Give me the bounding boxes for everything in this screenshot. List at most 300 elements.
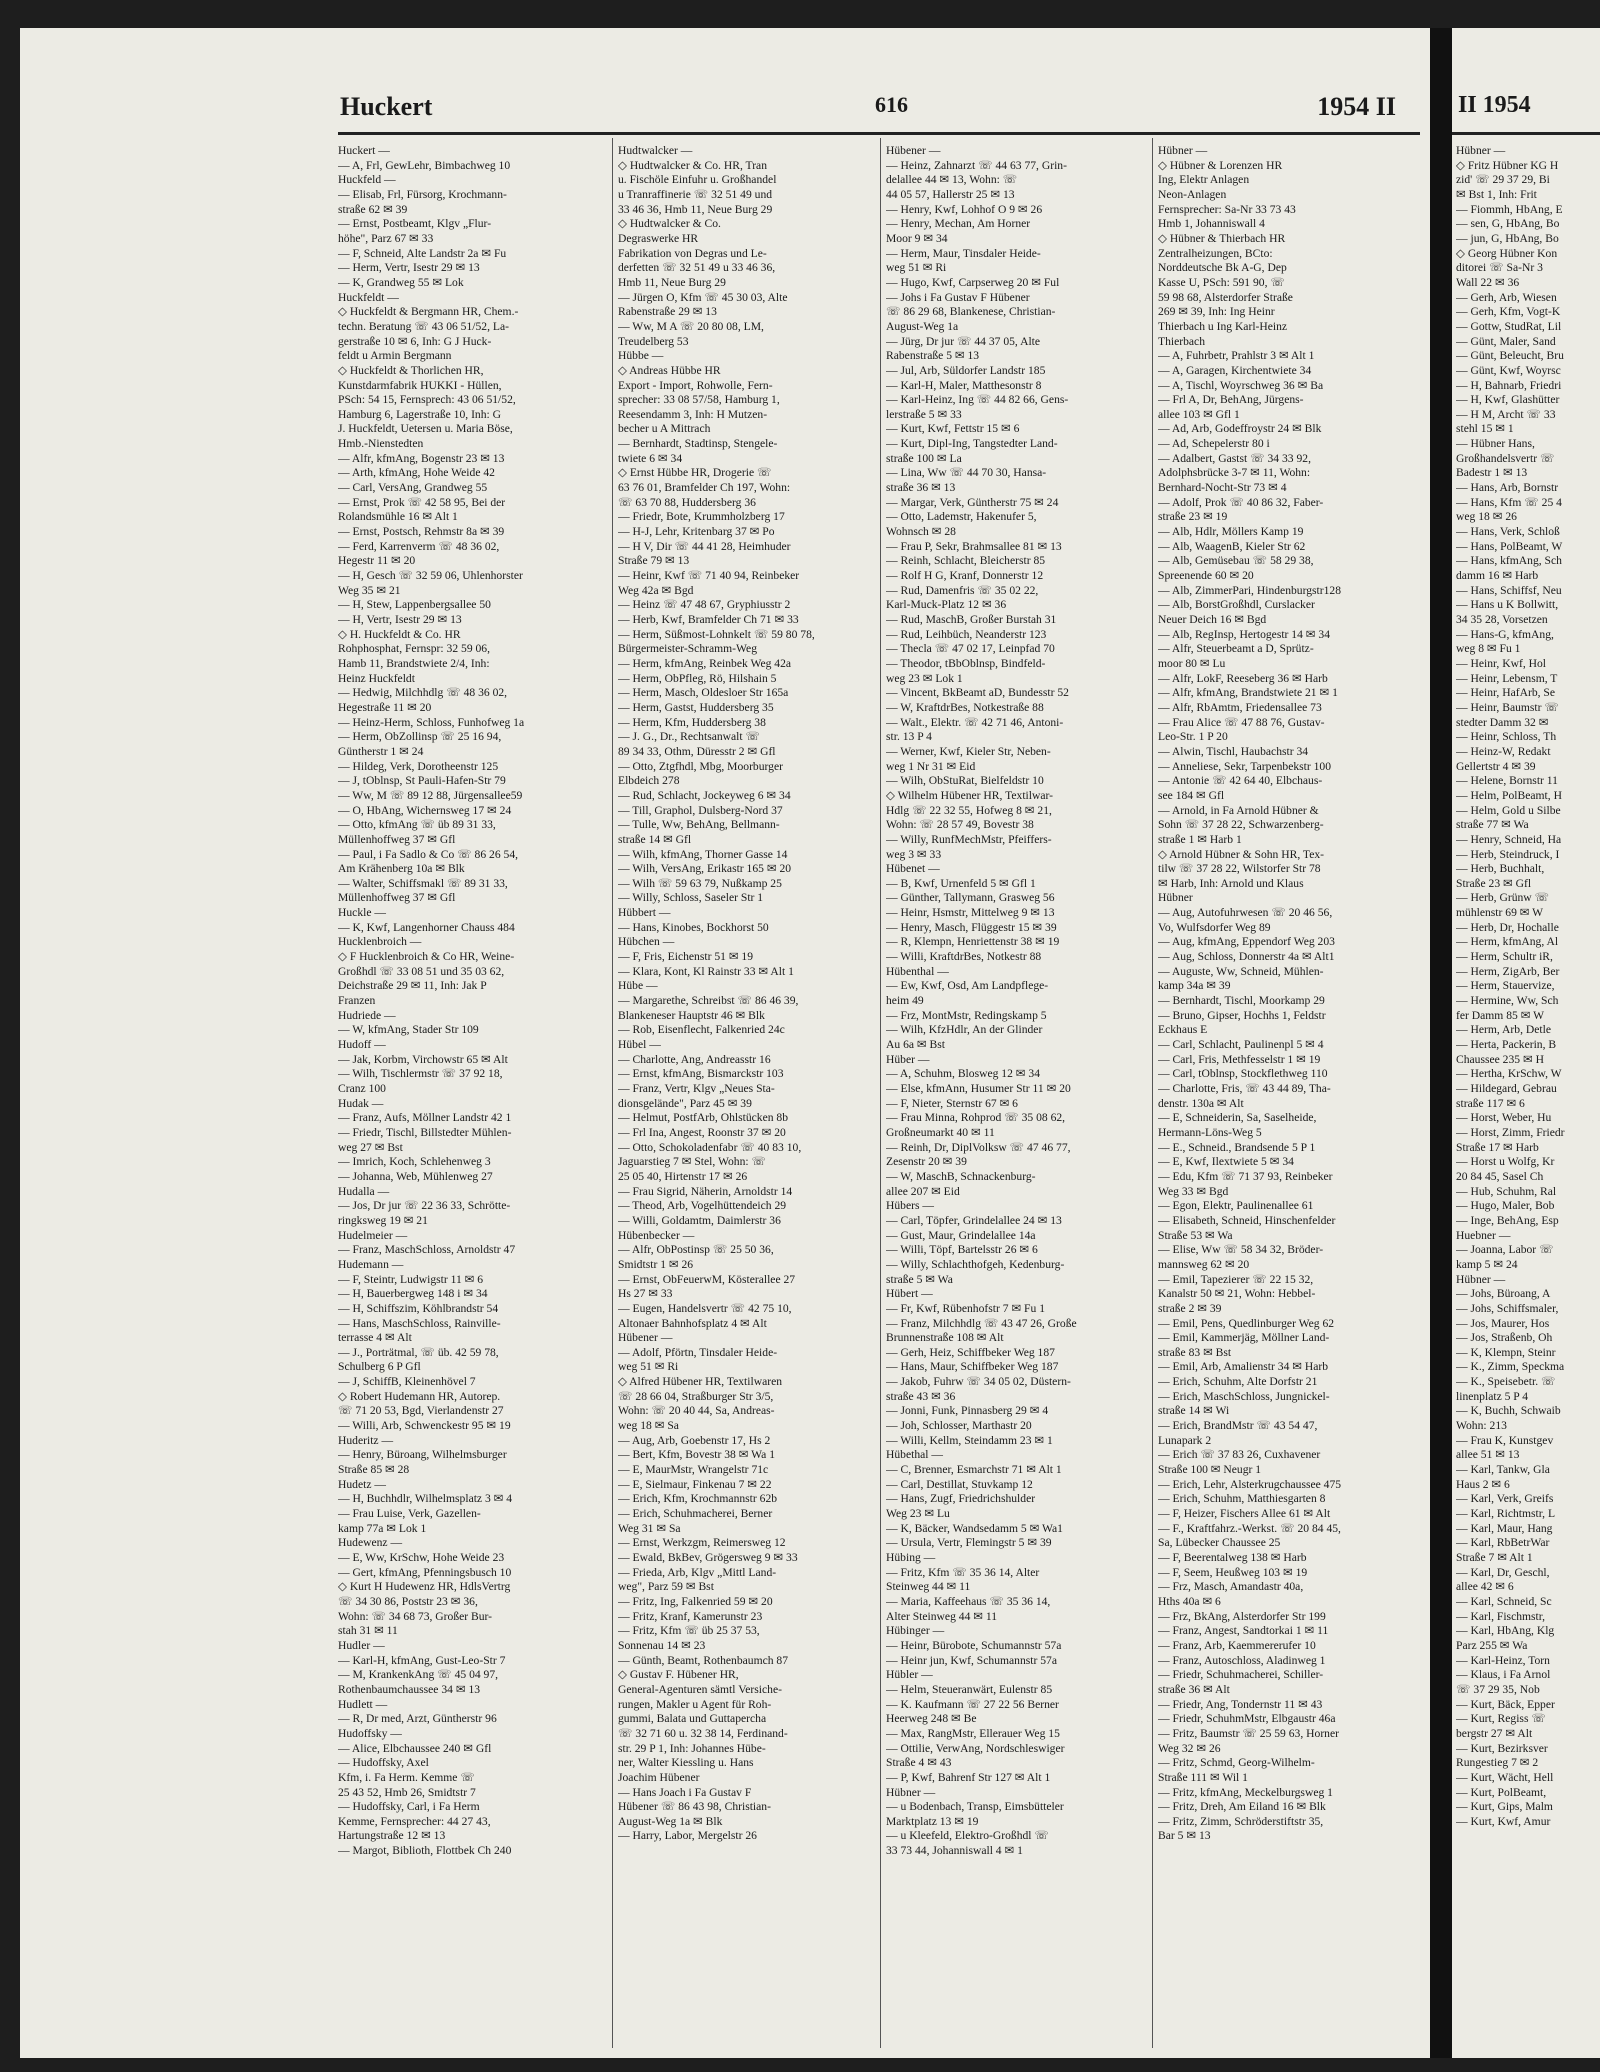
directory-entry-line: — Ernst, Postbeamt, Klgv „Flur- [338, 217, 492, 231]
directory-entry-line: Straße 100 ✉ Neugr 1 [1158, 1463, 1262, 1477]
directory-entry-line: Hdlg ☏ 22 32 55, Hofweg 8 ✉ 21, [886, 803, 1052, 817]
directory-entry-line: — Horst u Wolfg, Kr [1456, 1155, 1555, 1169]
directory-entry-line: — Lina, Ww ☏ 44 70 30, Hansa- [886, 466, 1047, 480]
directory-entry-line: — Franz, Angest, Sandtorkai 1 ✉ 11 [1158, 1624, 1329, 1638]
directory-entry-line: — F., Kraftfahrz.-Werkst. ☏ 20 84 45, [1158, 1521, 1341, 1535]
directory-entry-line: Hartungstraße 12 ✉ 13 [338, 1829, 446, 1843]
directory-entry-line: — Emil, Arb, Amalienstr 34 ✉ Harb [1158, 1360, 1329, 1374]
directory-entry-line: — H, Vertr, Isestr 29 ✉ 13 [338, 613, 462, 626]
directory-entry-line: Am Krähenberg 10a ✉ Blk [338, 862, 465, 876]
directory-entry-line: — Joanna, Labor ☏ [1456, 1243, 1554, 1257]
directory-entry-line: Thierbach u Ing Karl-Heinz [1158, 319, 1288, 333]
directory-entry-line: — Karl, Fischmstr, [1456, 1609, 1546, 1623]
directory-entry-line: — Joh, Schlosser, Marthastr 20 [886, 1419, 1032, 1433]
directory-entry-line: — Theod, Arb, Vogelhüttendeich 29 [618, 1199, 787, 1213]
directory-entry-line: Hübel — [618, 1038, 661, 1052]
directory-entry-line: becher u A Mittrach [618, 422, 711, 436]
directory-entry-line: — Karl, RbBetrWar [1456, 1536, 1550, 1550]
directory-entry-line: Reesendamm 3, Inh: H Mutzen- [618, 407, 768, 421]
directory-entry-line: — Reinh, Schlacht, Bleicherstr 85 [886, 554, 1046, 568]
directory-entry-line: Treudelberg 53 [618, 334, 689, 348]
directory-entry-line: — Friedr, Schuhmacherei, Schiller- [1158, 1668, 1324, 1682]
directory-entry-line: Weg 32 ✉ 26 [1158, 1741, 1221, 1755]
directory-entry-line: — H, Schiffszim, Köhlbrandstr 54 [338, 1301, 499, 1315]
directory-entry-line: — Willy, Schloss, Saseler Str 1 [618, 891, 764, 905]
directory-entry-line: Huckfeld — [338, 173, 396, 187]
directory-entry-line: Ing, Elektr Anlagen [1158, 173, 1250, 187]
directory-entry-line: — Hudoffsky, Carl, i Fa Herm [338, 1800, 480, 1814]
directory-entry-line: — Ad, Schepelerstr 80 i [1158, 437, 1270, 451]
directory-entry-line: straße 77 ✉ Wa [1456, 818, 1529, 832]
directory-entry-line: — Erich, Schuhm, Matthiesgarten 8 [1158, 1492, 1326, 1506]
directory-entry-line: 269 ✉ 39, Inh: Ing Heinr [1158, 305, 1275, 319]
directory-entry-line: Straße 79 ✉ 13 [618, 554, 690, 568]
directory-entry-line: — J. G., Dr., Rechtsanwalt ☏ [618, 730, 761, 744]
directory-entry-line: — Günther, Tallymann, Grasweg 56 [886, 891, 1055, 905]
directory-entry-line: — Erich, BrandMstr ☏ 43 54 47, [1158, 1419, 1318, 1433]
directory-entry-line: — Ernst, Werkzgm, Reimersweg 12 [618, 1536, 786, 1550]
directory-entry-line: Hucklenbroich — [338, 935, 422, 949]
directory-entry-line: — Herm, Vertr, Isestr 29 ✉ 13 [338, 261, 480, 275]
directory-entry-line: — A, Garagen, Kirchentwiete 34 [1158, 363, 1312, 377]
directory-entry-line: Hamb 11, Brandstwiete 2/4, Inh: [338, 656, 490, 670]
directory-entry-line: Fernsprecher: Sa-Nr 33 73 43 [1158, 202, 1296, 216]
directory-entry-line: — Jos, Maurer, Hos [1456, 1316, 1550, 1330]
directory-entry-line: — J., Porträtmal, ☏ üb. 42 59 78, [338, 1345, 499, 1359]
directory-entry-line: — Elisabeth, Schneid, Hinschenfelder [1158, 1213, 1336, 1227]
directory-entry-line: — Margot, Biblioth, Flottbek Ch 240 [338, 1844, 512, 1858]
directory-entry-line: — K., Speisebetr. ☏ [1456, 1375, 1556, 1389]
directory-entry-line: — Ferd, Karrenverm ☏ 48 36 02, [338, 539, 500, 553]
directory-entry-line: Huckfeldt — [338, 290, 399, 304]
directory-entry-line: Großneumarkt 40 ✉ 11 [886, 1125, 995, 1139]
column-divider [612, 138, 613, 2048]
directory-entry-line: — Aug, Autofuhrwesen ☏ 20 46 56, [1158, 906, 1333, 920]
directory-entry-line: — Friedr, Tischl, Billstedter Mühlen- [338, 1125, 512, 1139]
directory-entry-line: J. Huckfeldt, Uetersen u. Maria Böse, [338, 422, 513, 436]
directory-entry-line: — Carl, Fris, Methfesselstr 1 ✉ 19 [1158, 1052, 1321, 1066]
directory-entry-line: — Margar, Verk, Güntherstr 75 ✉ 24 [886, 495, 1059, 509]
directory-entry-line: — Otto, kfmAng ☏ üb 89 31 33, [338, 818, 496, 832]
directory-entry-line: — Herm, ZigArb, Ber [1456, 964, 1560, 978]
directory-entry-line: — A, Schuhm, Blosweg 12 ✉ 34 [886, 1067, 1040, 1081]
directory-entry-line: — Helm, PolBeamt, H [1456, 788, 1562, 802]
directory-entry-line: — Anneliese, Sekr, Tarpenbekstr 100 [1158, 759, 1332, 773]
directory-entry-line: Hüber — [886, 1052, 930, 1066]
directory-entry-line: — Franz, Milchhdlg ☏ 43 47 26, Große [886, 1316, 1077, 1330]
directory-entry-line: Straße 17 ✉ Harb [1456, 1140, 1539, 1154]
directory-entry-line: feldt u Armin Bergmann [338, 349, 452, 363]
directory-entry-line: — Karl, Verk, Greifs [1456, 1492, 1554, 1506]
directory-entry-line: straße 14 ✉ Wi [1158, 1404, 1230, 1418]
directory-entry-line: — Karl, Tankw, Gla [1456, 1463, 1550, 1477]
directory-entry-line: Hudoffsky — [338, 1726, 402, 1740]
directory-entry-line: Huckert — [338, 144, 390, 157]
directory-entry-line: ◇ Gustav F. Hübener HR, [618, 1668, 739, 1682]
directory-entry-line: — Bernhardt, Tischl, Moorkamp 29 [1158, 994, 1325, 1008]
directory-entry-line: Hudlett — [338, 1697, 388, 1711]
directory-entry-line: — Günt, Kwf, Woyrsc [1456, 363, 1561, 377]
directory-entry-line: — Rolf H G, Kranf, Donnerstr 12 [886, 569, 1044, 583]
directory-entry-line: twiete 6 ✉ 34 [618, 451, 683, 465]
directory-entry-line: — K, Klempn, Steinr [1456, 1345, 1556, 1359]
directory-entry-line: weg 1 Nr 31 ✉ Eid [886, 759, 976, 773]
directory-entry-line: Rolandsmühle 16 ✉ Alt 1 [338, 510, 458, 524]
directory-entry-line: — Helene, Bornstr 11 [1456, 774, 1558, 788]
directory-entry-line: — Hans, Kfm ☏ 25 4 [1456, 495, 1562, 509]
directory-entry-line: — Erich, MaschSchloss, Jungnickel- [1158, 1389, 1330, 1403]
directory-entry-line: — Alfr, RbAmtm, Friedensallee 73 [1158, 700, 1322, 714]
directory-entry-line: 89 34 33, Othm, Düresstr 2 ✉ Gfl [618, 744, 776, 758]
directory-entry-line: — Bernhardt, Stadtinsp, Stengele- [618, 437, 778, 451]
directory-entry-line: Hths 40a ✉ 6 [1158, 1594, 1221, 1608]
directory-entry-line: Hmb 1, Johanniswall 4 [1158, 217, 1265, 231]
directory-entry-line: — Herb, Dr, Hochalle [1456, 920, 1559, 934]
directory-entry-line: — Frl A, Dr, BehAng, Jürgens- [1158, 393, 1304, 407]
directory-entry-line: — Kurt, Kwf, Amur [1456, 1814, 1551, 1828]
directory-entry-line: — Herm, Gastst, Huddersberg 35 [618, 700, 774, 714]
directory-entry-line: — Frz, Masch, Amandastr 40a, [1158, 1580, 1304, 1594]
directory-entry-line: — Walt., Elektr. ☏ 42 71 46, Antoni- [886, 715, 1064, 729]
directory-entry-line: — Johs, Büroang, A [1456, 1287, 1551, 1301]
directory-entry-line: 63 76 01, Bramfelder Ch 197, Wohn: [618, 481, 791, 495]
directory-entry-line: ☏ 63 70 88, Huddersberg 36 [618, 495, 756, 509]
directory-entry-line: weg 18 ✉ 26 [1456, 510, 1517, 524]
directory-entry-line: — Fritz, Ing, Falkenried 59 ✉ 20 [618, 1594, 773, 1608]
directory-entry-line: — Fiommh, HbAng, E [1456, 202, 1563, 216]
directory-entry-line: — Ernst, Postsch, Rehmstr 8a ✉ 39 [338, 525, 505, 539]
directory-entry-line: — Herm, kfmAng, Al [1456, 935, 1559, 949]
directory-entry-line: Hübert — [886, 1287, 933, 1301]
directory-entry-line: — Klara, Kont, Kl Rainstr 33 ✉ Alt 1 [618, 964, 794, 978]
directory-entry-line: — Ewald, BkBev, Grögersweg 9 ✉ 33 [618, 1551, 798, 1564]
directory-entry-line: — Wilh, Tischlermstr ☏ 37 92 18, [338, 1067, 503, 1081]
directory-entry-line: heim 49 [886, 994, 924, 1008]
directory-entry-line: — Adalbert, Gastst ☏ 34 33 92, [1158, 451, 1311, 465]
directory-entry-line: ◇ Andreas Hübbe HR [618, 363, 721, 377]
directory-entry-line: — Kurt, Wächt, Hell [1456, 1770, 1554, 1784]
directory-entry-line: — Heinr, Lebensm, T [1456, 671, 1558, 685]
directory-entry-line: allee 51 ✉ 13 [1456, 1448, 1520, 1462]
directory-entry-line: straße 14 ✉ Gfl [618, 832, 692, 846]
directory-entry-line: see 184 ✉ Gfl [1158, 788, 1225, 802]
directory-entry-line: — Klaus, i Fa Arnol [1456, 1668, 1551, 1682]
directory-entry-line: — Herb, Steindruck, I [1456, 847, 1560, 861]
directory-entry-line: — E, MaurMstr, Wrangelstr 71c [618, 1463, 769, 1477]
directory-entry-line: — Herm, Masch, Oldesloer Str 165a [618, 686, 789, 700]
directory-entry-line: — Hans, Maur, Schiffbeker Weg 187 [886, 1360, 1059, 1374]
directory-entry-line: — Otto, Lademstr, Hakenufer 5, [886, 510, 1037, 524]
directory-entry-line: — Erich, Schuhm, Alte Dorfstr 21 [1158, 1375, 1318, 1389]
directory-entry-line: — Willi, Kellm, Steindamm 23 ✉ 1 [886, 1433, 1053, 1447]
directory-column-1 [338, 144, 610, 1859]
directory-entry-line: Hmb 11, Neue Burg 29 [618, 275, 726, 289]
directory-entry-line: Hübener — [618, 1331, 673, 1345]
directory-entry-line: — Fritz, Kfm ☏ 35 36 14, Alter [886, 1565, 1040, 1579]
directory-entry-line: straße 36 ✉ 13 [886, 481, 956, 495]
directory-entry-line: — Herm, Stauervize, [1456, 979, 1555, 993]
directory-entry-line: — Charlotte, Fris, ☏ 43 44 89, Tha- [1158, 1082, 1331, 1095]
directory-entry-line: Hudak — [338, 1096, 384, 1110]
directory-entry-line: — Fritz, Dreh, Am Eiland 16 ✉ Blk [1158, 1800, 1326, 1814]
directory-entry-line: Hübner — [1456, 1272, 1506, 1286]
directory-entry-line: Hübner — [1456, 144, 1506, 157]
directory-entry-line: — Gerh, Kfm, Vogt-K [1456, 305, 1561, 319]
directory-entry-line: Hudoff — [338, 1038, 386, 1052]
directory-entry-line: — Carl, VersAng, Grandweg 55 [338, 481, 488, 495]
directory-entry-line: — Frau Sigrid, Näherin, Arnoldstr 14 [618, 1184, 793, 1198]
directory-entry-line: — Heinr, Baumstr ☏ [1456, 700, 1559, 714]
directory-entry-line: Haus 2 ✉ 6 [1456, 1477, 1510, 1491]
directory-entry-line: Heerweg 248 ✉ Be [886, 1712, 977, 1726]
directory-entry-line: weg 27 ✉ Bst [338, 1140, 403, 1154]
directory-entry-line: — Vincent, BkBeamt aD, Bundesstr 52 [886, 686, 1069, 700]
directory-entry-line: zid' ☏ 29 37 29, Bi [1456, 173, 1550, 187]
directory-entry-line: — Jak, Korbm, Virchowstr 65 ✉ Alt [338, 1052, 508, 1066]
directory-entry-line: — Franz, Aufs, Möllner Landstr 42 1 [338, 1111, 512, 1125]
directory-entry-line: — Fritz, Schmd, Georg-Wilhelm- [1158, 1756, 1315, 1770]
directory-entry-line: — Carl, Destillat, Stuvkamp 12 [886, 1477, 1033, 1491]
directory-entry-line: — Fritz, Kfm ☏ üb 25 37 53, [618, 1624, 760, 1638]
directory-column-4 [1158, 144, 1430, 1844]
directory-entry-line: — R, Dr med, Arzt, Güntherstr 96 [338, 1712, 497, 1726]
directory-entry-line: — K., Zimm, Speckma [1456, 1360, 1565, 1374]
directory-entry-line: — Auguste, Ww, Schneid, Mühlen- [1158, 964, 1324, 978]
directory-entry-line: 44 05 57, Hallerstr 25 ✉ 13 [886, 187, 1015, 201]
directory-entry-line: — Jakob, Fuhrw ☏ 34 05 02, Düstern- [886, 1375, 1071, 1389]
directory-entry-line: weg 51 ✉ Ri [886, 261, 947, 275]
directory-entry-line: — A, Fuhrbetr, Prahlstr 3 ✉ Alt 1 [1158, 349, 1315, 363]
directory-entry-line: Fabrikation von Degras und Le- [618, 246, 767, 260]
directory-entry-line: — Karl-Heinz, Ing ☏ 44 82 66, Gens- [886, 393, 1069, 407]
directory-entry-line: Jaguarstieg 7 ✉ Stel, Wohn: ☏ [618, 1155, 767, 1169]
directory-entry-line: — Kurt, Kwf, Fettstr 15 ✉ 6 [886, 422, 1020, 436]
directory-entry-line: ◇ Fritz Hübner KG H [1456, 158, 1559, 172]
directory-entry-line: — Hugo, Kwf, Carpserweg 20 ✉ Ful [886, 275, 1060, 289]
directory-entry-line: Rabenstraße 5 ✉ 13 [886, 349, 980, 363]
directory-entry-line: — Wilh, KfzHdlr, An der Glinder [886, 1023, 1043, 1037]
directory-entry-line: — J, tOblnsp, St Pauli-Hafen-Str 79 [338, 774, 506, 788]
directory-entry-line: Hübbert — [618, 906, 671, 920]
directory-entry-line: — H M, Archt ☏ 33 [1456, 407, 1556, 421]
directory-entry-line: 20 84 45, Sasel Ch [1456, 1169, 1544, 1183]
directory-entry-line: — Fr, Kwf, Rübenhofstr 7 ✉ Fu 1 [886, 1301, 1046, 1315]
directory-entry-line: — Johs, Schiffsmaler, [1456, 1301, 1559, 1315]
directory-entry-line: — Alfr, ObPostinsp ☏ 25 50 36, [618, 1243, 774, 1257]
directory-entry-line: — Alb, ZimmerPari, Hindenburgstr128 [1158, 583, 1342, 597]
directory-entry-line: straße 117 ✉ 6 [1456, 1096, 1525, 1110]
directory-entry-line: — Ernst, kfmAng, Bismarckstr 103 [618, 1067, 784, 1081]
directory-entry-line: Alter Steinweg 44 ✉ 11 [886, 1609, 998, 1623]
directory-entry-line: gerstraße 10 ✉ 6, Inh: G J Huck- [338, 334, 492, 348]
directory-entry-line: — Aug, Schloss, Donnerstr 4a ✉ Alt1 [1158, 950, 1335, 964]
directory-entry-line: — Franz, MaschSchloss, Arnoldstr 47 [338, 1243, 516, 1257]
directory-entry-line: ✉ Harb, Inh: Arnold und Klaus [1158, 876, 1304, 890]
directory-entry-line: ◇ F Hucklenbroich & Co HR, Weine- [338, 950, 515, 964]
directory-entry-line: ☏ 32 71 60 u. 32 38 14, Ferdinand- [618, 1726, 788, 1740]
directory-entry-line: — Herm, Arb, Detle [1456, 1023, 1551, 1037]
directory-entry-line: ☏ 86 29 68, Blankenese, Christian- [886, 305, 1056, 319]
directory-entry-line: weg 51 ✉ Ri [618, 1360, 679, 1374]
directory-entry-line: — Hedwig, Milchhdlg ☏ 48 36 02, [338, 686, 508, 700]
directory-entry-line: Smidtstr 1 ✉ 26 [618, 1257, 694, 1271]
directory-entry-line: Rothenbaumchaussee 34 ✉ 13 [338, 1682, 481, 1696]
directory-entry-line: Huckle — [338, 906, 386, 920]
directory-entry-line: Weg 23 ✉ Lu [886, 1507, 950, 1521]
directory-entry-line: — Emil, Kammerjäg, Möllner Land- [1158, 1331, 1330, 1345]
directory-entry-line: — Karl, Schneid, Sc [1456, 1594, 1552, 1608]
directory-entry-line: Vo, Wulfsdorfer Weg 89 [1158, 920, 1271, 934]
directory-entry-line: Straße 111 ✉ Wil 1 [1158, 1770, 1248, 1784]
directory-entry-line: Thierbach [1158, 334, 1205, 348]
directory-entry-line: — Günt, Maler, Sand [1456, 334, 1556, 348]
directory-entry-line: bergstr 27 ✉ Alt [1456, 1726, 1533, 1740]
directory-entry-line: — Alb, BorstGroßhdl, Curslacker [1158, 598, 1315, 612]
directory-entry-line: — Margarethe, Schreibst ☏ 86 46 39, [618, 994, 799, 1008]
directory-entry-line: Hermann-Löns-Weg 5 [1158, 1125, 1262, 1139]
directory-entry-line: — M, KrankenkAng ☏ 45 04 97, [338, 1668, 499, 1682]
directory-entry-line: — Edu, Kfm ☏ 71 37 93, Reinbeker [1158, 1169, 1333, 1183]
directory-entry-line: — B, Kwf, Urnenfeld 5 ✉ Gfl 1 [886, 876, 1036, 890]
directory-entry-line: Lunapark 2 [1158, 1433, 1212, 1447]
directory-entry-line: straße 5 ✉ Wa [886, 1272, 953, 1286]
directory-entry-line: — Hildeg, Verk, Dorotheenstr 125 [338, 759, 499, 773]
directory-entry-line: — Friedr, Bote, Krummholzberg 17 [618, 510, 785, 524]
directory-entry-line: Sonnenau 14 ✉ 23 [618, 1638, 706, 1652]
directory-entry-line: — Gerh, Heiz, Schiffbeker Weg 187 [886, 1345, 1055, 1359]
directory-entry-line: Hübe — [618, 979, 658, 993]
directory-entry-line: ◇ Robert Hudemann HR, Autorep. [338, 1389, 501, 1403]
directory-entry-line: — Hildegard, Gebrau [1456, 1082, 1557, 1095]
directory-entry-line: Hübbe — [618, 349, 664, 363]
directory-entry-line: u. Fischöle Einfuhr u. Großhandel [618, 173, 777, 187]
directory-entry-line: August-Weg 1a ✉ Blk [618, 1814, 723, 1828]
directory-entry-line: — Adolf, Pförtn, Tinsdaler Heide- [618, 1345, 778, 1359]
directory-entry-line: — Karl, Maur, Hang [1456, 1521, 1553, 1535]
directory-entry-line: kamp 5 ✉ 24 [1456, 1257, 1518, 1271]
directory-entry-line: ner, Walter Kiessling u. Hans [618, 1756, 754, 1770]
directory-entry-line: — Franz, Autoschloss, Aladinweg 1 [1158, 1653, 1326, 1667]
directory-entry-line: Cranz 100 [338, 1082, 386, 1095]
directory-entry-line: weg 18 ✉ Sa [618, 1419, 679, 1433]
directory-entry-line: Kanalstr 50 ✉ 21, Wohn: Hebbel- [1158, 1287, 1316, 1301]
directory-entry-line: — Kurt, Gips, Malm [1456, 1800, 1553, 1814]
directory-entry-line: — u Kleefeld, Elektro-Großhdl ☏ [886, 1829, 1049, 1843]
directory-entry-line: weg 8 ✉ Fu 1 [1456, 642, 1521, 656]
directory-entry-line: — Wilh, VersAng, Erikastr 165 ✉ 20 [618, 862, 792, 876]
directory-entry-line: — jun, G, HbAng, Bo [1456, 231, 1559, 245]
directory-entry-line: — Heinz ☏ 47 48 67, Gryphiusstr 2 [618, 598, 791, 612]
directory-entry-line: straße 1 ✉ Harb 1 [1158, 832, 1242, 846]
directory-entry-line: — Heinz, Zahnarzt ☏ 44 63 77, Grin- [886, 158, 1067, 172]
directory-entry-line: — Herb, Buchhalt, [1456, 862, 1545, 876]
directory-entry-line: — Henry, Masch, Flüggestr 15 ✉ 39 [886, 920, 1057, 934]
directory-entry-line: Hübener — [886, 144, 941, 157]
directory-entry-line: — Thecla ☏ 47 02 17, Leinpfad 70 [886, 642, 1055, 656]
directory-entry-line: Hs 27 ✉ 33 [618, 1287, 673, 1301]
directory-entry-line: linenplatz 5 P 4 [1456, 1389, 1529, 1403]
directory-entry-line: — Johs i Fa Gustav F Hübener [886, 290, 1030, 304]
directory-entry-line: derfetten ☏ 32 51 49 u 33 46 36, [618, 261, 776, 275]
directory-entry-line: — F, Heizer, Fischers Allee 61 ✉ Alt [1158, 1507, 1331, 1521]
directory-entry-line: — Carl, Schlacht, Paulinenpl 5 ✉ 4 [1158, 1038, 1324, 1052]
directory-entry-line: — J, SchiffB, Kleinenhövel 7 [338, 1375, 476, 1389]
directory-entry-line: — K, Grandweg 55 ✉ Lok [338, 275, 464, 289]
directory-entry-line: Hübener ☏ 86 43 98, Christian- [618, 1800, 771, 1814]
directory-entry-line: — Elise, Ww ☏ 58 34 32, Bröder- [1158, 1243, 1324, 1257]
directory-entry-line: — W, MaschB, Schnackenburg- [886, 1169, 1036, 1183]
directory-entry-line: — Wilh, kfmAng, Thorner Gasse 14 [618, 847, 788, 861]
directory-entry-line: Bernhard-Nocht-Str 73 ✉ 4 [1158, 481, 1287, 495]
directory-entry-line: — W, kfmAng, Stader Str 109 [338, 1023, 479, 1037]
directory-entry-line: Straße 23 ✉ Gfl [1456, 876, 1532, 890]
directory-entry-line: — Maria, Kaffeehaus ☏ 35 36 14, [886, 1594, 1051, 1608]
directory-entry-line: — Erich, Lehr, Alsterkrugchaussee 475 [1158, 1477, 1342, 1491]
directory-entry-line: — Wilh ☏ 59 63 79, Nußkamp 25 [618, 876, 782, 890]
directory-entry-line: Neon-Anlagen [1158, 187, 1227, 201]
directory-entry-line: — Günth, Beamt, Rothenbaumch 87 [618, 1653, 789, 1667]
directory-entry-line: — Kurt, Dipl-Ing, Tangstedter Land- [886, 437, 1058, 451]
directory-entry-line: Karl-Muck-Platz 12 ✉ 36 [886, 598, 1007, 612]
directory-entry-line: Parz 255 ✉ Wa [1456, 1638, 1528, 1652]
directory-entry-line: — Wilh, ObStuRat, Bielfeldstr 10 [886, 774, 1044, 788]
directory-entry-line: rungen, Makler u Agent für Roh- [618, 1697, 772, 1711]
directory-entry-line: Weg 35 ✉ 21 [338, 583, 401, 597]
directory-entry-line: Bürgermeister-Schramm-Weg [618, 642, 757, 656]
directory-entry-line: — P, Kwf, Bahrenf Str 127 ✉ Alt 1 [886, 1770, 1051, 1784]
directory-entry-line: ◇ Huckfeldt & Thorlichen HR, [338, 363, 484, 377]
directory-entry-line: Franzen [338, 994, 376, 1008]
directory-entry-line: — Franz, Vertr, Klgv „Neues Sta- [618, 1082, 775, 1095]
directory-entry-line: Altonaer Bahnhofsplatz 4 ✉ Alt [618, 1316, 767, 1330]
directory-entry-line: — Alice, Elbchaussee 240 ✉ Gfl [338, 1741, 492, 1755]
directory-entry-line: — Heinr, HafArb, Se [1456, 686, 1556, 700]
directory-entry-line: Eckhaus E [1158, 1023, 1208, 1037]
directory-entry-line: — Bert, Kfm, Bovestr 38 ✉ Wa 1 [618, 1448, 776, 1462]
directory-entry-line: ◇ H. Huckfeldt & Co. HR [338, 627, 461, 641]
directory-entry-line: Wohn: ☏ 28 57 49, Bovestr 38 [886, 818, 1034, 832]
directory-entry-line: straße 43 ✉ 36 [886, 1389, 956, 1403]
directory-entry-line: — Rud, Damenfris ☏ 35 02 22, [886, 583, 1039, 597]
directory-entry-line: Hamburg 6, Lagerstraße 10, Inh: G [338, 407, 502, 421]
directory-entry-line: — E, Kwf, Ilextwiete 5 ✉ 34 [1158, 1155, 1294, 1169]
directory-entry-line: Deichstraße 29 ✉ 11, Inh: Jak P [338, 979, 487, 993]
directory-entry-line: — Otto, Ztgfhdl, Mbg, Moorburger [618, 759, 783, 773]
directory-entry-line: moor 80 ✉ Lu [1158, 656, 1226, 670]
directory-entry-line: — H, Kwf, Glashütter [1456, 393, 1560, 407]
directory-page [20, 28, 1430, 2058]
directory-entry-line: Hübner — [1158, 144, 1208, 157]
directory-entry-line: — Hans, Arb, Bornstr [1456, 481, 1559, 495]
directory-entry-line: damm 16 ✉ Harb [1456, 569, 1539, 583]
directory-entry-line: sprecher: 33 08 57/58, Hamburg 1, [618, 393, 780, 407]
directory-entry-line: — Fritz, Zimm, Schröderstiftstr 35, [1158, 1814, 1324, 1828]
directory-entry-line: fer Damm 85 ✉ W [1456, 1008, 1545, 1022]
next-page-strip [1452, 28, 1600, 2058]
directory-entry-line: — H, Stew, Lappenbergsallee 50 [338, 598, 491, 612]
directory-entry-line: — Antonie ☏ 42 64 40, Elbchaus- [1158, 774, 1323, 788]
directory-entry-line: PSch: 54 15, Fernsprech: 43 06 51/52, [338, 393, 516, 407]
directory-entry-line: Hübler — [886, 1668, 933, 1682]
directory-entry-line: Huderitz — [338, 1433, 394, 1447]
directory-entry-line: stehl 15 ✉ 1 [1456, 422, 1514, 436]
directory-entry-line: — F, Seem, Heußweg 103 ✉ 19 [1158, 1565, 1308, 1579]
directory-entry-line: — Ernst, Prok ☏ 42 58 95, Bei der [338, 495, 506, 509]
directory-entry-line: Blankeneser Hauptstr 46 ✉ Blk [618, 1008, 765, 1022]
directory-entry-line: — Frl Ina, Angest, Roonstr 37 ✉ 20 [618, 1125, 786, 1139]
directory-entry-line: 33 46 36, Hmb 11, Neue Burg 29 [618, 202, 773, 216]
directory-entry-line: Wall 22 ✉ 36 [1456, 275, 1520, 289]
